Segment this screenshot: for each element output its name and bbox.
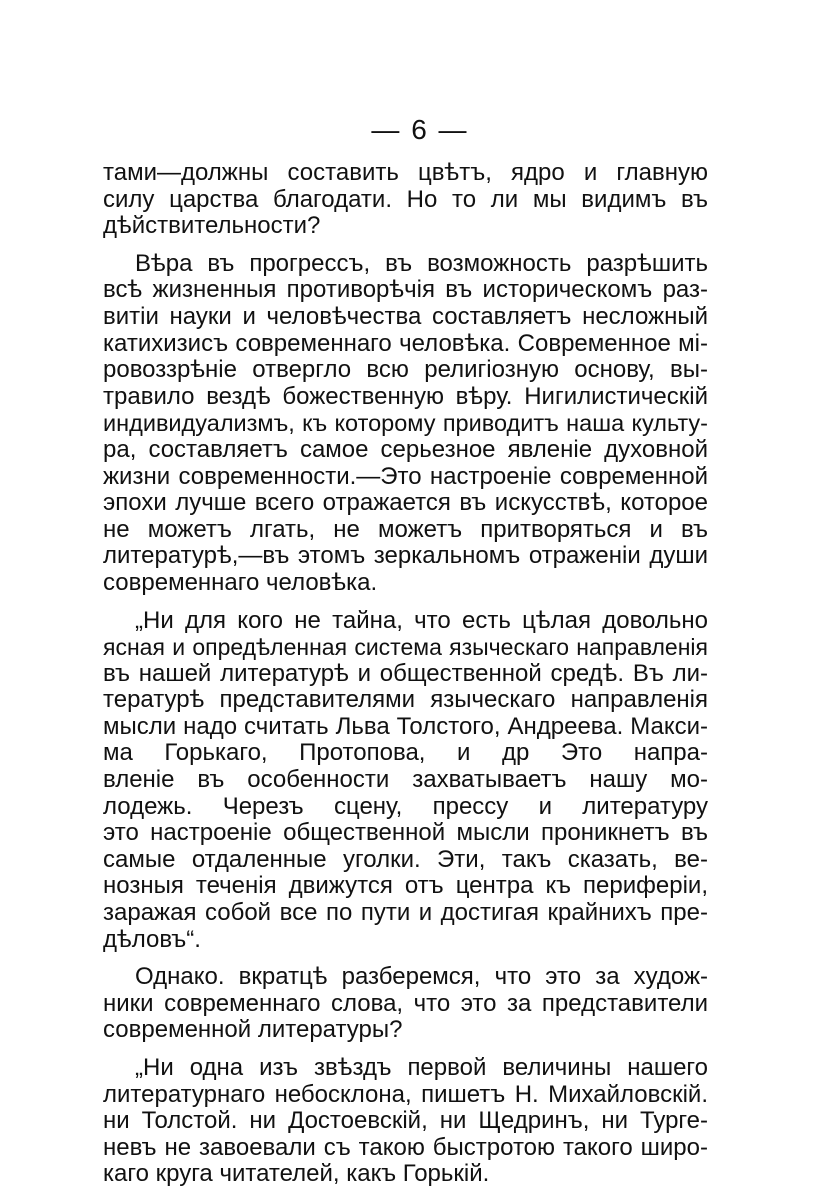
text-line: самые отдаленные уголки. Эти, такъ сказать, ве- — [103, 845, 708, 873]
body-text — [103, 160, 708, 1199]
text-line: невъ не завоевали съ такою быстротою такого широ- — [103, 1133, 708, 1161]
paragraph — [103, 160, 708, 240]
text-line: витіи науки и человѣчества составляетъ несложный — [103, 302, 708, 330]
text-line: ра, составляетъ самое серьезное явленіе духовной — [103, 435, 708, 463]
paragraph — [103, 608, 708, 954]
text-line: всѣ жизненныя противорѣчія въ историческомъ раз- — [103, 276, 708, 304]
text-line: лодежь. Черезъ сцену, прессу и литературу — [103, 792, 708, 820]
paragraph — [103, 1055, 708, 1188]
text-line: силу царства благодати. Но то ли мы видимъ въ — [103, 185, 708, 213]
text-line: ма Горькаго, Протопова, и др Это напра- — [103, 739, 708, 767]
text-line: травило вездѣ божественную вѣру. Нигилистическій — [103, 382, 708, 410]
text-line: эпохи лучше всего отражается въ искусствѣ, которое — [103, 489, 708, 517]
text-line: катихизисъ современнаго человѣка. Современное мі- — [103, 329, 708, 357]
text-line: Однако. вкратцѣ разберемся, что это за худож- — [135, 963, 708, 991]
text-line: вленіе въ особенности захватываетъ нашу мо- — [103, 766, 708, 794]
text-line: Вѣра въ прогрессъ, въ возможность разрѣшить — [135, 249, 708, 277]
text-line: ясная и опредѣленная система языческаго направленія — [103, 634, 708, 661]
text-line: тами—должны составить цвѣтъ, ядро и главную — [103, 159, 708, 186]
text-line: дѣйствительности? — [103, 212, 321, 240]
text-line: современной литературы? — [103, 1016, 403, 1044]
text-line: тературѣ представителями языческаго направленія — [103, 686, 708, 714]
text-line: каго круга читателей, какъ Горькій. — [103, 1160, 490, 1188]
text-line: литературнаго небосклона, пишетъ Н. Михайловскій. — [103, 1080, 708, 1108]
text-line: дѣловъ“. — [103, 925, 201, 953]
text-line: заражая собой все по пути и достигая крайнихъ пре- — [103, 899, 708, 927]
text-line: въ нашей литературѣ и общественной средѣ. Въ ли- — [103, 659, 708, 687]
text-line: ровоззрѣніе отвергло всю религіозную основу, вы- — [103, 356, 708, 384]
text-line: ни Толстой. ни Достоевскій, ни Щедринъ, ни Турге- — [103, 1107, 708, 1135]
page-number: — 6 — — [371, 114, 469, 145]
text-line: индивидуализмъ, къ которому приводитъ наша культу- — [103, 410, 708, 437]
text-line: ники современнаго слова, что это за представители — [103, 989, 708, 1017]
text-line: это настроеніе общественной мысли проникнетъ въ — [103, 819, 708, 847]
text-line: не можетъ лгать, не можетъ притворяться и въ — [103, 515, 708, 543]
text-line: нозныя теченія движутся отъ центра къ периферіи, — [103, 872, 708, 900]
text-line: литературѣ,—въ этомъ зеркальномъ отраженіи души — [103, 542, 708, 570]
text-line: современнаго человѣка. — [103, 568, 378, 596]
text-line: „Ни одна изъ звѣздъ первой величины нашего — [135, 1054, 708, 1081]
text-line: жизни современности.—Это настроеніе современной — [103, 462, 708, 490]
paragraph — [103, 251, 708, 597]
text-line: мысли надо считать Льва Толстого, Андреева. Макси- — [103, 712, 708, 740]
paragraph — [103, 964, 708, 1044]
text-line: „Ни для кого не тайна, что есть цѣлая довольно — [135, 606, 708, 634]
